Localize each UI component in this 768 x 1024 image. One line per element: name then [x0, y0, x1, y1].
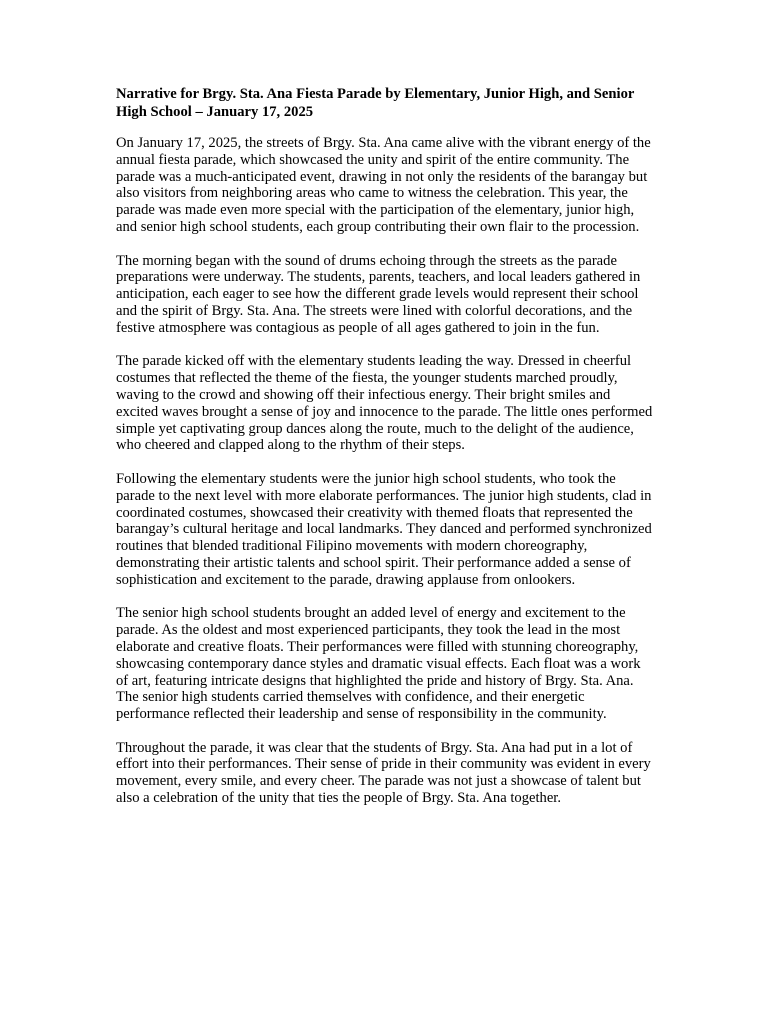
document-title: Narrative for Brgy. Sta. Ana Fiesta Parade by Elementary, Junior High, and Senior High School – January 17, 2025 — [116, 86, 635, 120]
paragraph-conclusion: Throughout the parade, it was clear that the students of Brgy. Sta. Ana had put in a lot of effort into their performances. Their sense of pride in their community was evident in every movement, every smile, and every cheer. The parade was not just a showcase of talent but also a celebration of the unity that ties the people of Brgy. Sta. Ana together. — [116, 739, 651, 807]
paragraph-senior-high: The senior high school students brought an added level of energy and excitement to the parade. As the oldest and most experienced participants, they took the lead in the most elaborate and creative floats. Their performances were filled with stunning choreography, showcasing contemporary dance styles and dramatic visual effects. Each float was a work of art, featuring intricate designs that highlighted the pride and history of Brgy. Sta. Ana. The senior high students carried themselves with confidence, and their energetic performance reflected their leadership and sense of responsibility in the community. — [116, 605, 641, 723]
paragraph-morning: The morning began with the sound of drums echoing through the streets as the parade preparations were underway. The students, parents, teachers, and local leaders gathered in anticipation, each eager to see how the different grade levels would represent their school and the spirit of Brgy. Sta. Ana. The streets were lined with colorful decorations, and the festive atmosphere was contagious as people of all ages gathered to join in the fun. — [116, 252, 641, 336]
paragraph-intro: On January 17, 2025, the streets of Brgy. Sta. Ana came alive with the vibrant energy of the annual fiesta parade, which showcased the unity and spirit of the entire community. The parade was a much-anticipated event, drawing in not only the residents of the barangay but also visitors from neighboring areas who came to witness the celebration. This year, the parade was made even more special with the participation of the elementary, junior high, and senior high school students, each group contributing their own flair to the procession. — [116, 135, 651, 235]
paragraph-junior-high: Following the elementary students were the junior high school students, who took the parade to the next level with more elaborate performances. The junior high students, clad in coordinated costumes, showcased their creativity with themed floats that represented the barangay’s cultural heritage and local landmarks. They danced and performed synchronized routines that blended traditional Filipino movements with modern choreography, demonstrating their artistic talents and school spirit. Their performance added a sense of sophistication and excitement to the parade, drawing applause from onlookers. — [116, 470, 652, 588]
document-page — [116, 86, 656, 824]
paragraph-elementary: The parade kicked off with the elementary students leading the way. Dressed in cheerful costumes that reflected the theme of the fiesta, the younger students marched proudly, waving to the crowd and showing off their infectious energy. Their bright smiles and excited waves brought a sense of joy and innocence to the parade. The little ones performed simple yet captivating group dances along the route, much to the delight of the audience, who cheered and clapped along to the rhythm of their steps. — [116, 353, 653, 454]
